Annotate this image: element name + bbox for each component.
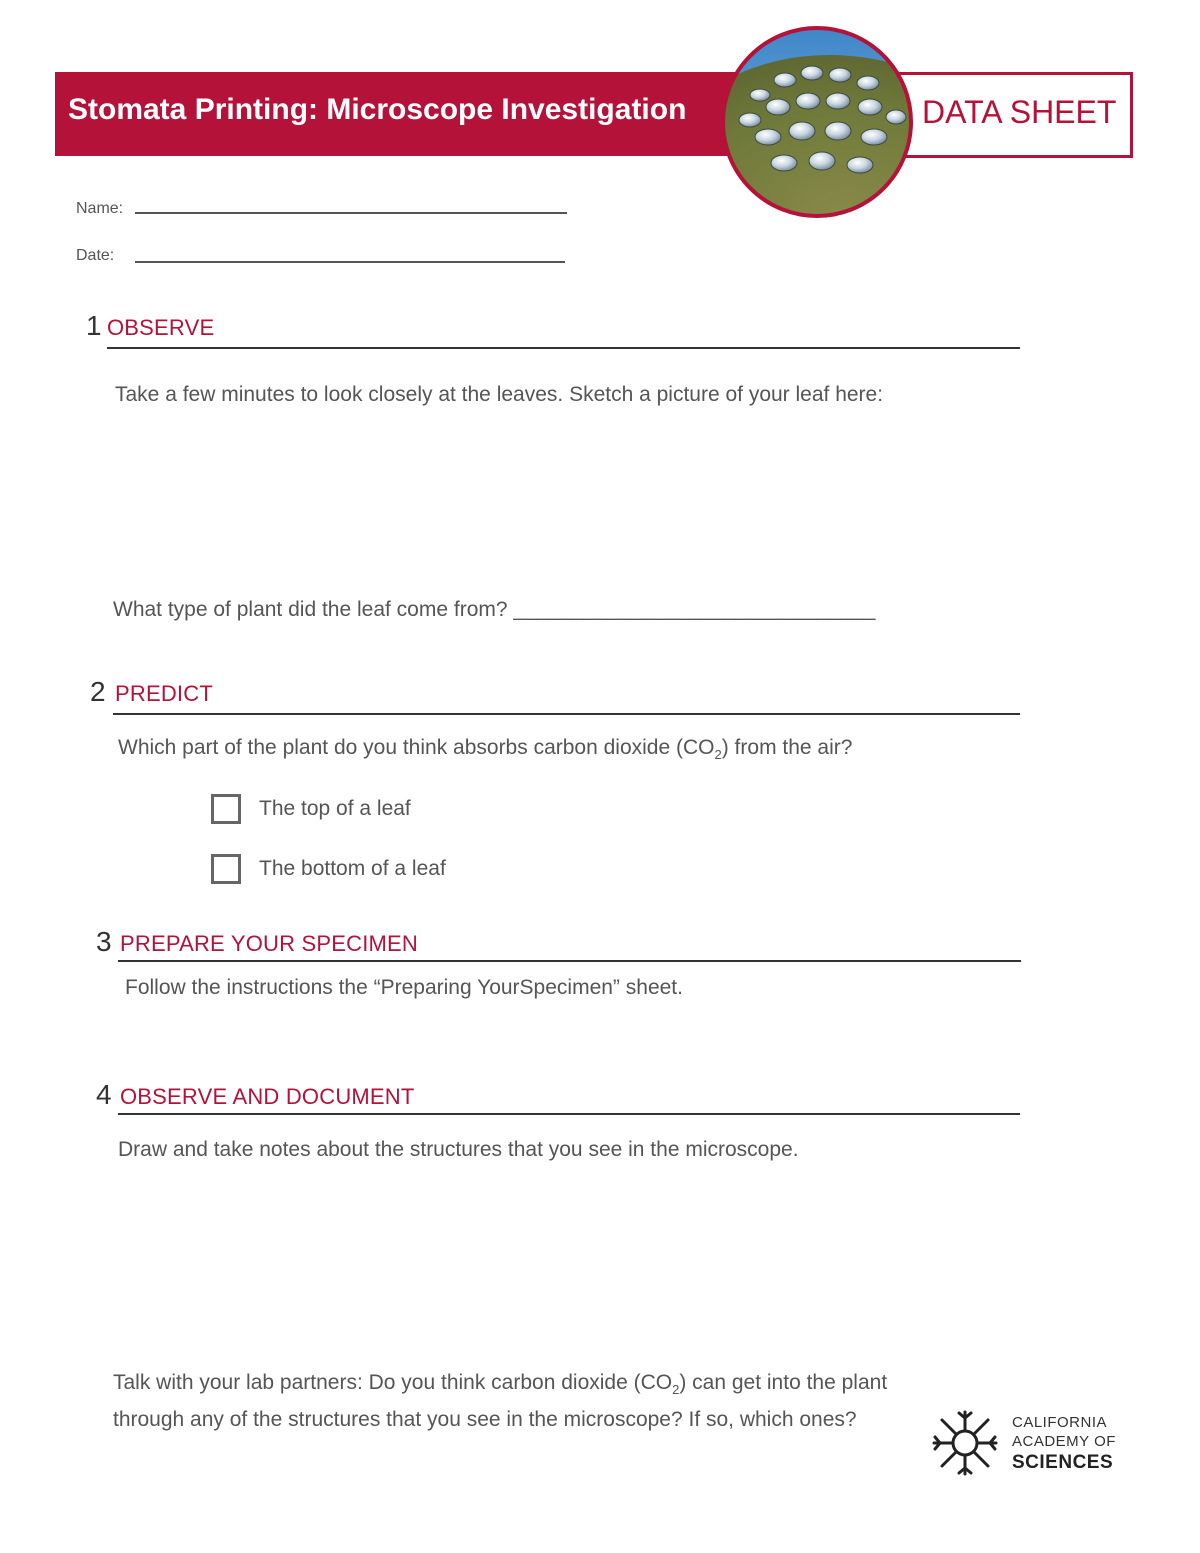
name-label: Name: (76, 200, 124, 217)
notes-area[interactable] (110, 1175, 1010, 1355)
section-number: 2 (90, 676, 106, 707)
section-title-document: OBSERVE AND DOCUMENT (120, 1084, 415, 1109)
observe-instruction: Take a few minutes to look closely at the leaves. Sketch a picture of your leaf here: (115, 383, 884, 406)
logo-line-3: SCIENCES (1012, 1452, 1114, 1473)
prepare-instruction: Follow the instructions the “Preparing YourSpecimen” sheet. (125, 976, 683, 999)
option-bottom-checkbox[interactable] (211, 854, 241, 884)
section-number: 4 (96, 1079, 112, 1110)
date-field[interactable] (135, 261, 565, 263)
document-instruction: Draw and take notes about the structures that you see in the microscope. (118, 1138, 799, 1161)
sketch-area[interactable] (110, 420, 1010, 580)
section-title-observe: OBSERVE (107, 315, 215, 340)
option-top-checkbox[interactable] (211, 794, 241, 824)
academy-logo-icon (930, 1408, 1000, 1478)
predict-question: Which part of the plant do you think absorbs carbon dioxide $(CO_2)$ from the air? (118, 736, 853, 762)
logo-line-1: CALIFORNIA (1012, 1414, 1108, 1431)
section-title-predict: PREDICT (115, 681, 213, 706)
section-divider (118, 960, 1021, 962)
plant-type-question[interactable]: What type of plant did the leaf come from? _______________________________ (113, 598, 876, 621)
logo-line-2: ACADEMY OF (1012, 1433, 1116, 1450)
page-title: Stomata Printing: Microscope Investigation (68, 93, 687, 126)
option-bottom-label: The bottom of a leaf (259, 857, 446, 880)
date-label: Date: (76, 247, 115, 264)
section-number: 3 (96, 926, 112, 957)
section-number: 1 (86, 310, 102, 341)
living-roof-photo (720, 25, 914, 219)
option-top-label: The top of a leaf (259, 797, 411, 820)
discussion-prompt: Talk with your lab partners: Do you think carbon dioxide $(CO_2)$ can get into the plant through any of the structures that you see in the microscope? If so, which ones? (113, 1371, 888, 1431)
section-title-prepare: PREPARE YOUR SPECIMEN (120, 931, 419, 956)
section-divider (118, 1113, 1020, 1115)
section-divider (113, 713, 1020, 715)
name-field[interactable] (135, 212, 567, 214)
section-divider (107, 347, 1020, 349)
data-sheet-label: DATA SHEET (922, 94, 1117, 130)
